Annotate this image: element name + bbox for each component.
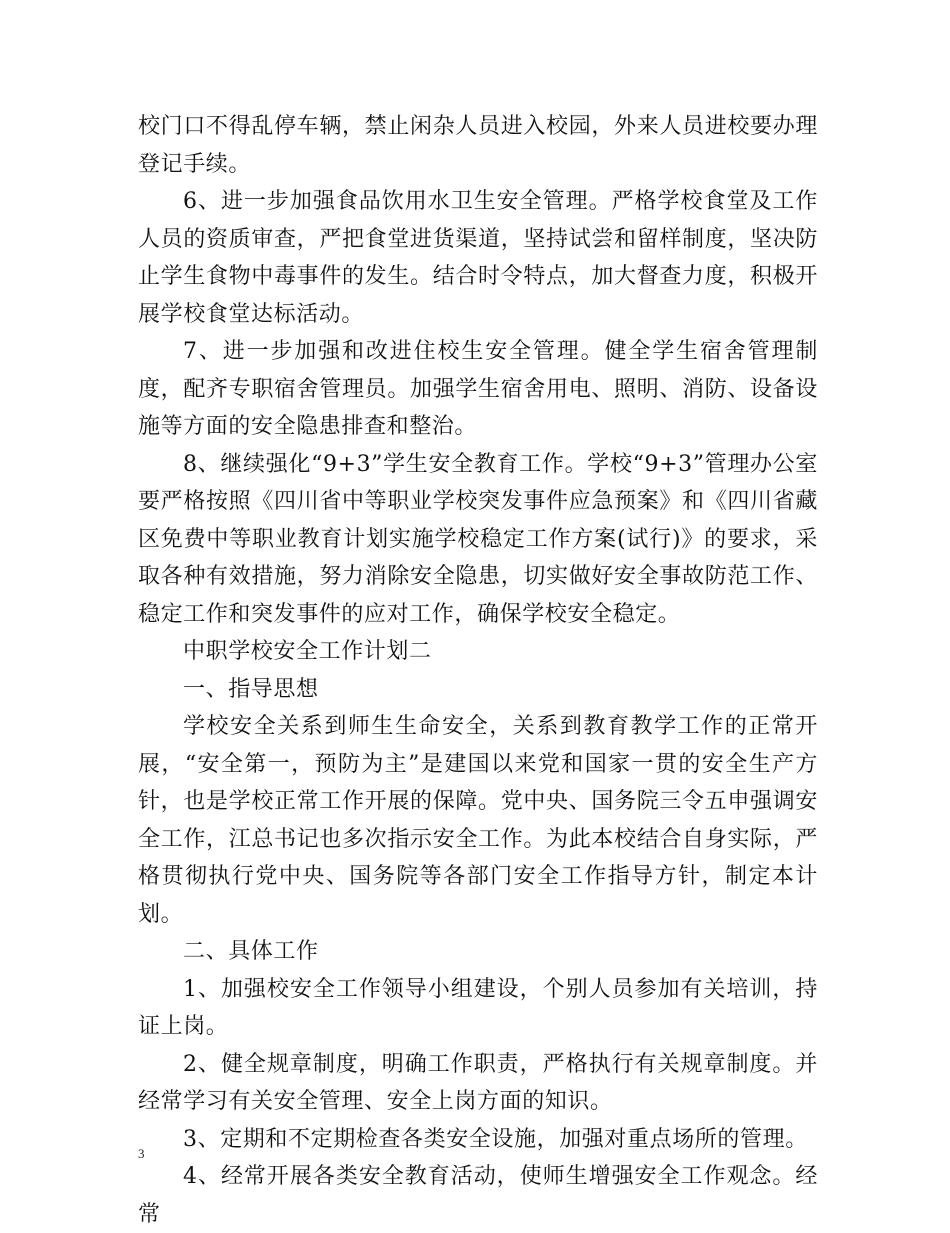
document-body (138, 108, 818, 1233)
paragraph-work-3: 3、定期和不定期检查各类安全设施，加强对重点场所的管理。 (183, 1126, 808, 1152)
paragraph-work-1: 1、加强校安全工作领导小组建设，个别人员参加有关培训，持证上岗。 (138, 976, 818, 1039)
paragraph-work-2: 2、健全规章制度，明确工作职责，严格执行有关规章制度。并经常学习有关安全管理、安全上岗方面的知识。 (138, 1051, 818, 1114)
heading-guiding-ideology: 一、指导思想 (183, 676, 319, 702)
paragraph-guiding-ideology: 学校安全关系到师生生命安全，关系到教育教学工作的正常开展，“安全第一，预防为主”是建国以来党和国家一贯的安全生产方针，也是学校正常工作开展的保障。党中央、国务院三令五申强调安全工作，江总书记也多次指示安全工作。为此本校结合自身实际，严格贯彻执行党中央、国务院等各部门安全工作指导方针，制定本计划。 (138, 714, 818, 927)
paragraph-item-8: 8、继续强化“9+3”学生安全教育工作。学校“9+3”管理办公室要严格按照《四川省中等职业学校突发事件应急预案》和《四川省藏区免费中等职业教育计划实施学校稳定工作方案(试行)》的要求，采取各种有效措施，努力消除安全隐患，切实做好安全事故防范工作、稳定工作和突发事件的应对工作，确保学校安全稳定。 (138, 451, 818, 627)
paragraph-item-6: 6、进一步加强食品饮用水卫生安全管理。严格学校食堂及工作人员的资质审查，严把食堂进货渠道，坚持试尝和留样制度，坚决防止学生食物中毒事件的发生。结合时令特点，加大督查力度，积极开展学校食堂达标活动。 (138, 189, 818, 327)
paragraph-continuation: 校门口不得乱停车辆，禁止闲杂人员进入校园，外来人员进校要办理登记手续。 (138, 114, 818, 177)
paragraph-work-4: 4、经常开展各类安全教育活动，使师生增强安全工作观念。经常 (138, 1164, 818, 1227)
paragraph-item-7: 7、进一步加强和改进住校生安全管理。健全学生宿舍管理制度，配齐专职宿舍管理员。加强学生宿舍用电、照明、消防、设备设施等方面的安全隐患排查和整治。 (138, 339, 818, 439)
section-title-plan-two: 中职学校安全工作计划二 (183, 639, 432, 664)
heading-specific-work: 二、具体工作 (183, 939, 319, 964)
page-number: 3 (138, 1146, 145, 1161)
